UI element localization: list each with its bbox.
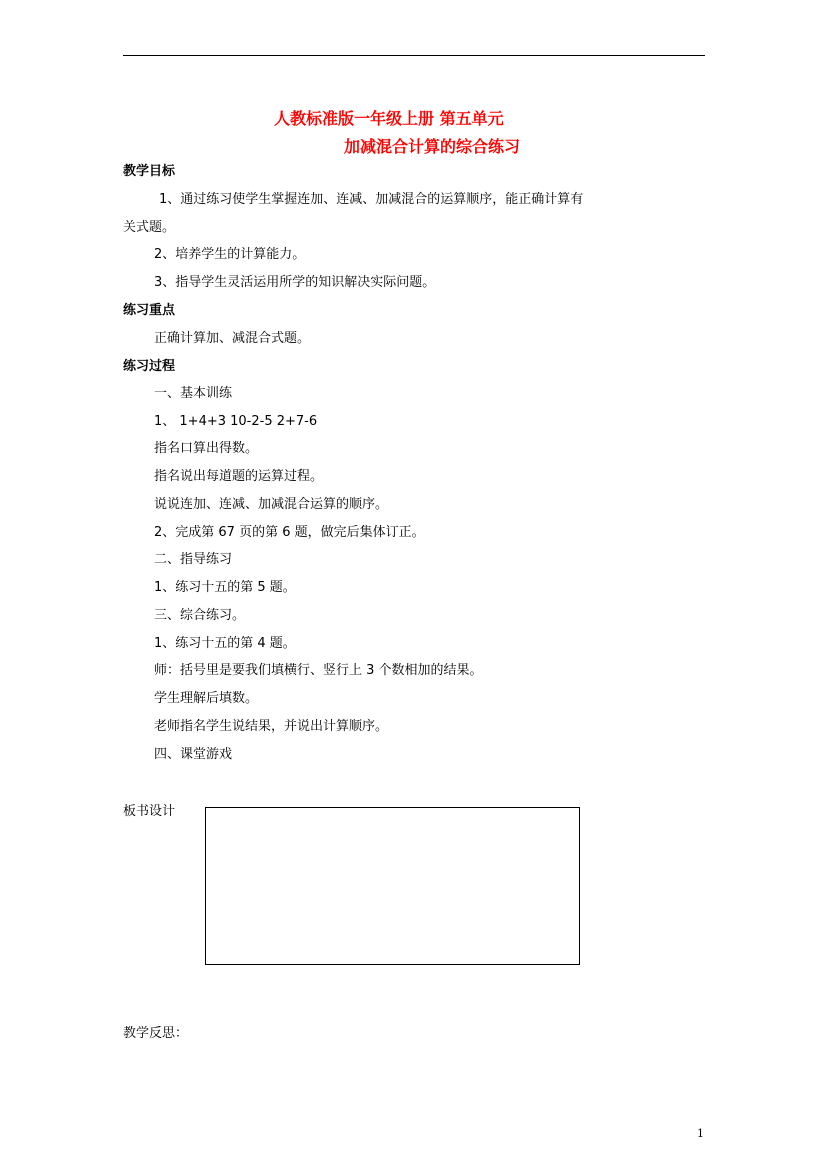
goal-1-line1: 1、通过练习使学生掌握连加、连减、加减混合的运算顺序，能正确计算有 bbox=[159, 192, 584, 207]
document-subtitle: 加减混合计算的综合练习 bbox=[344, 137, 521, 156]
guided-practice-item-1: 1、练习十五的第 5 题。 bbox=[154, 580, 296, 595]
teaching-reflection-label: 教学反思： bbox=[123, 1026, 189, 1041]
section-comprehensive-practice: 三、综合练习。 bbox=[154, 608, 246, 623]
goal-2: 2、培养学生的计算能力。 bbox=[154, 247, 306, 262]
header-rule bbox=[123, 55, 705, 56]
basic-training-item-1: 1、 1+4+3 10-2-5 2+7-6 bbox=[154, 414, 318, 429]
section-guided-practice: 二、指导练习 bbox=[154, 552, 233, 567]
basic-training-item-2: 2、完成第 67 页的第 6 题，做完后集体订正。 bbox=[154, 525, 425, 540]
document-title: 人教标准版一年级上册 第五单元 bbox=[274, 109, 504, 128]
page-number: 1 bbox=[697, 1127, 704, 1140]
heading-practice-process: 练习过程 bbox=[123, 359, 176, 374]
basic-training-step-2: 指名说出每道题的运算过程。 bbox=[154, 469, 324, 484]
board-design-box bbox=[205, 807, 580, 965]
practice-focus-text: 正确计算加、减混合式题。 bbox=[154, 331, 311, 346]
board-design-label: 板书设计 bbox=[123, 804, 176, 819]
section-classroom-game: 四、课堂游戏 bbox=[154, 747, 233, 762]
comprehensive-step-3: 老师指名学生说结果，并说出计算顺序。 bbox=[154, 719, 389, 734]
heading-practice-focus: 练习重点 bbox=[123, 303, 176, 318]
comprehensive-step-2: 学生理解后填数。 bbox=[154, 691, 259, 706]
comprehensive-item-1: 1、练习十五的第 4 题。 bbox=[154, 636, 296, 651]
goal-1-line2: 关式题。 bbox=[123, 220, 176, 235]
section-basic-training: 一、基本训练 bbox=[154, 386, 233, 401]
goal-3: 3、指导学生灵活运用所学的知识解决实际问题。 bbox=[154, 275, 436, 290]
heading-teaching-goals: 教学目标 bbox=[123, 164, 176, 179]
basic-training-step-1: 指名口算出得数。 bbox=[154, 441, 259, 456]
comprehensive-step-1: 师：括号里是要我们填横行、竖行上 3 个数相加的结果。 bbox=[154, 663, 483, 678]
basic-training-step-3: 说说连加、连减、加减混合运算的顺序。 bbox=[154, 497, 389, 512]
